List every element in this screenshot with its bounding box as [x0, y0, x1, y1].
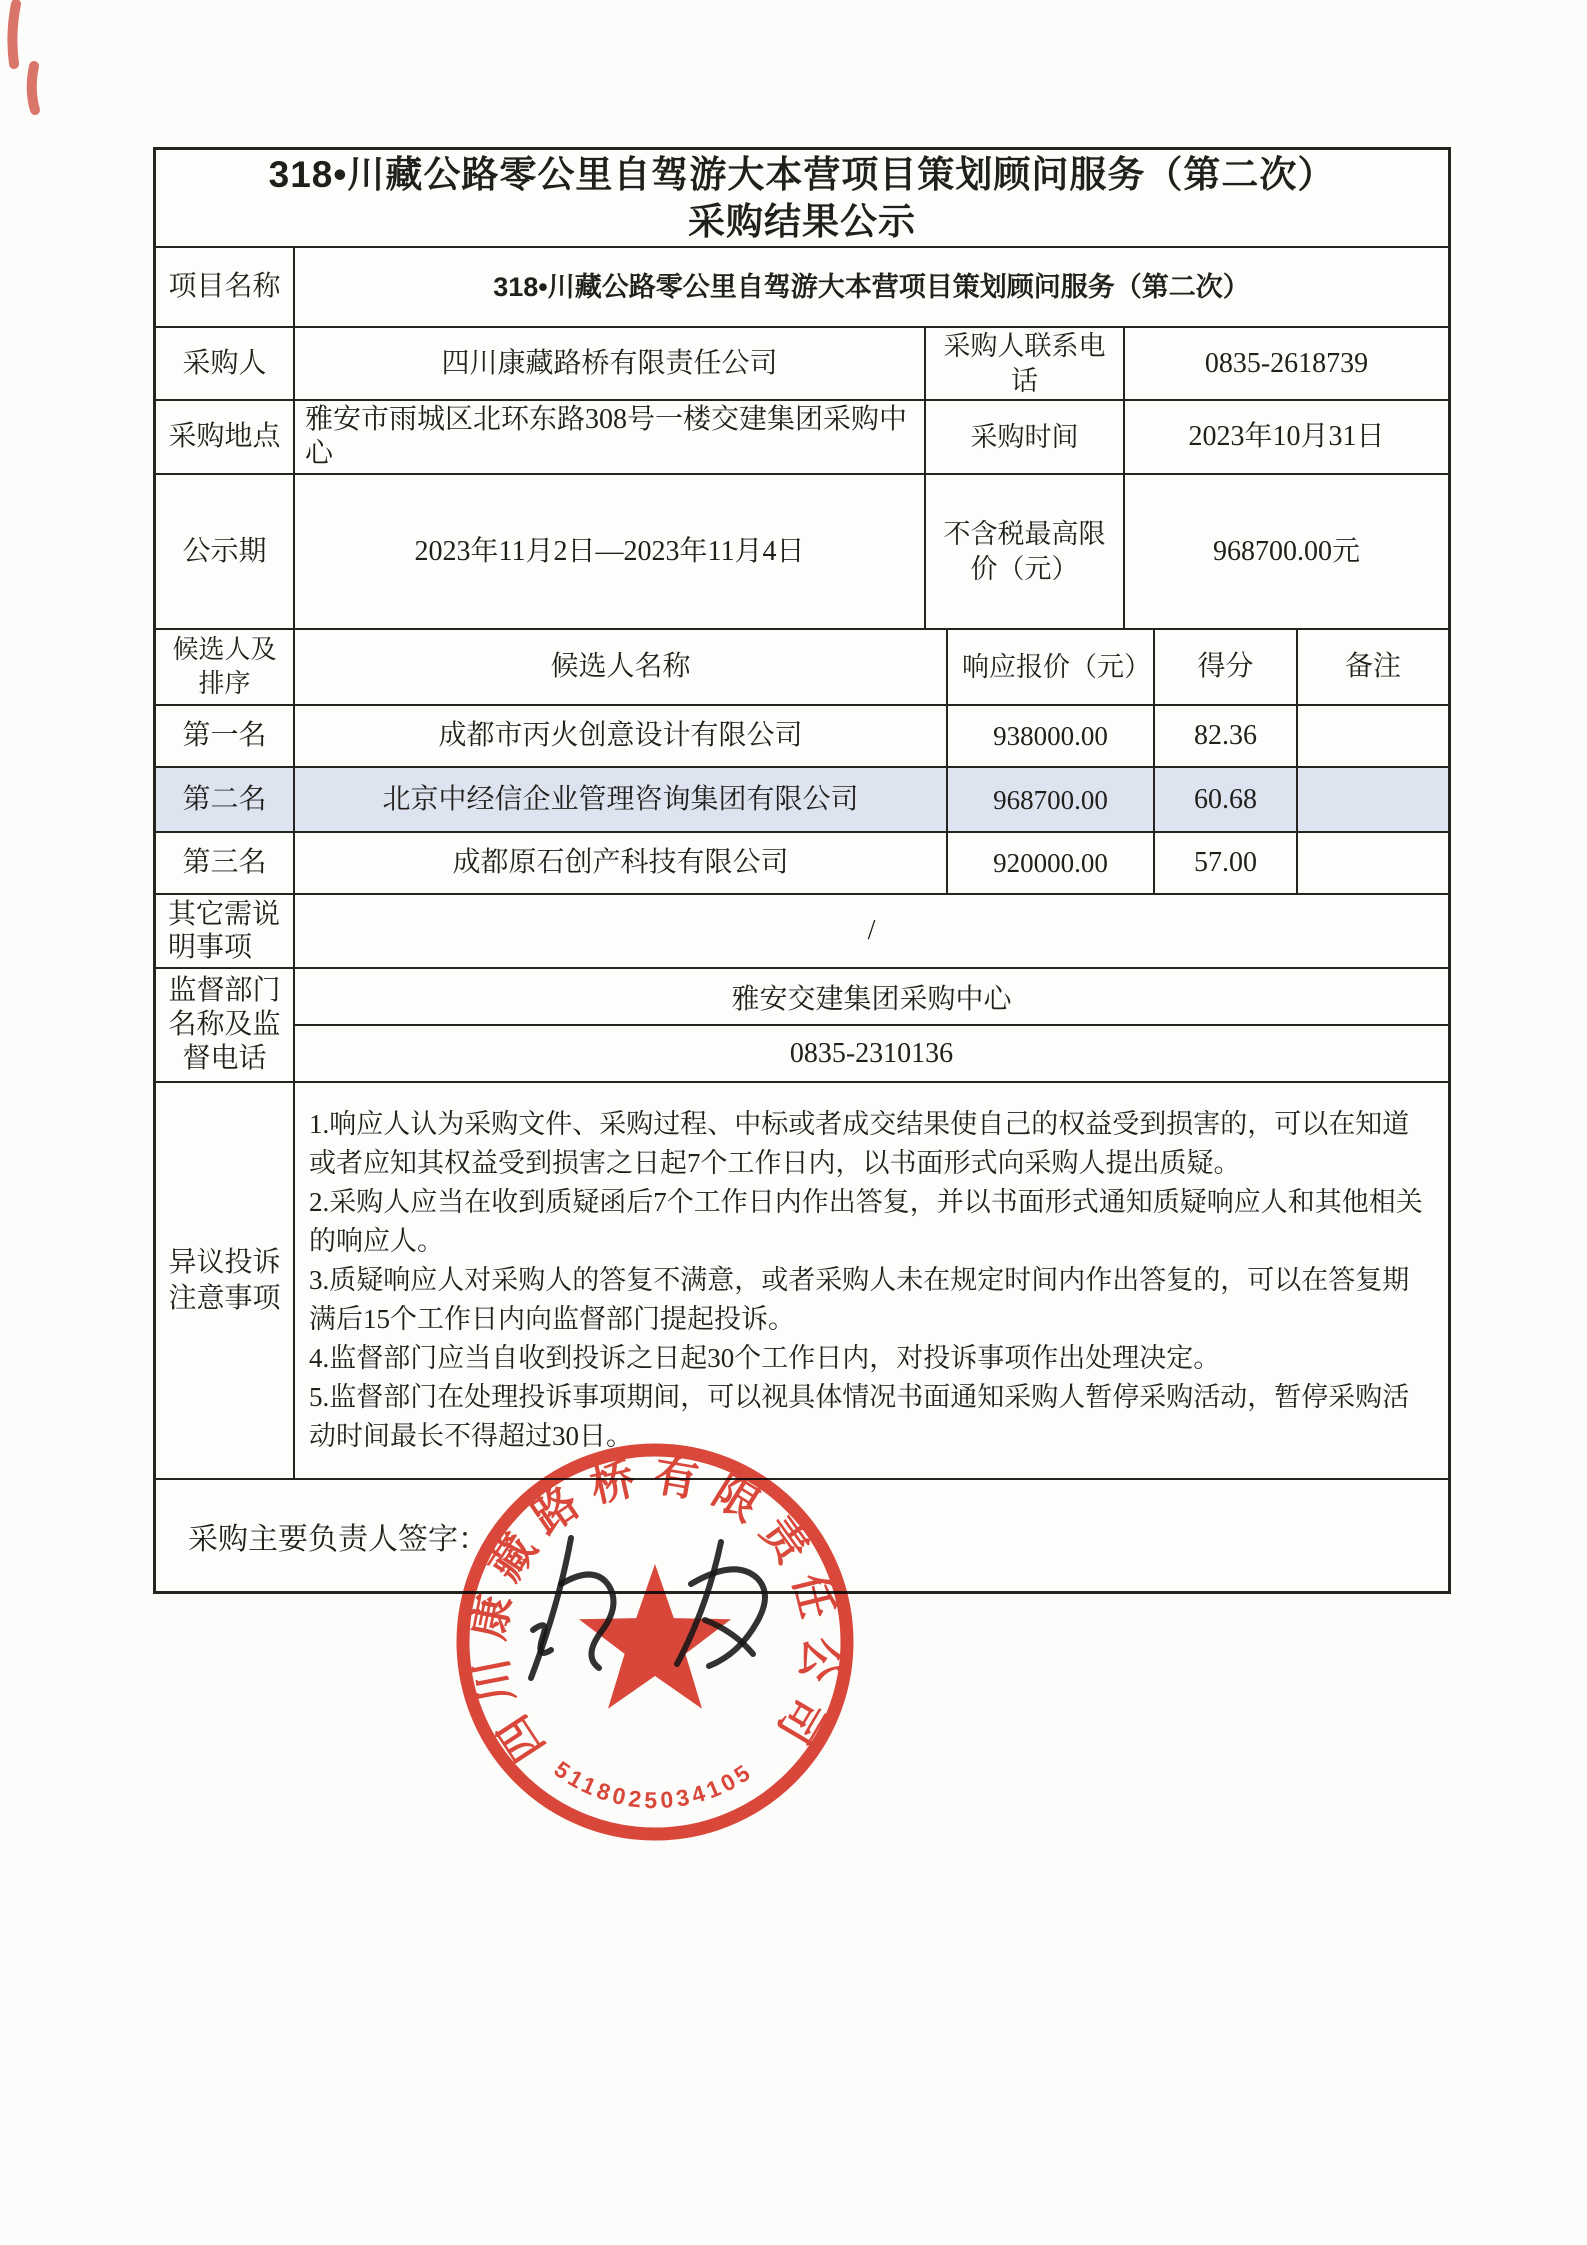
candidate-3-name: 成都原石创产科技有限公司 [295, 833, 948, 893]
candidate-2-remark [1298, 768, 1448, 831]
purchaser-phone-value: 0835-2618739 [1204, 347, 1369, 379]
location-label: 采购地点 [156, 401, 295, 473]
scan-artifact-red-mark [0, 0, 70, 140]
candidate-3-score: 57.00 [1155, 833, 1298, 893]
purchase-time-label: 采购时间 [926, 401, 1125, 473]
seal-number-text: 5118025034105 [549, 1755, 758, 1814]
max-price-label: 不含税最高限价（元） [926, 475, 1125, 628]
row-publicity-period [156, 475, 1448, 630]
header-score: 得分 [1155, 630, 1298, 704]
header-remark: 备注 [1344, 651, 1401, 682]
supervision-values [295, 969, 1448, 1081]
header-candidate-name: 候选人名称 [295, 630, 948, 704]
seal-company-text: 四川康藏路桥有限责任公司 [463, 1450, 847, 1770]
purchaser-label: 采购人 [156, 328, 295, 399]
candidate-2-rank: 第二名 [156, 768, 295, 831]
svg-text:5118025034105 [550, 1756, 758, 1813]
purchaser-value: 四川康藏路桥有限责任公司 [295, 328, 926, 399]
purchaser-phone-label: 采购人联系电话 [926, 328, 1125, 399]
row-other-notes [156, 895, 1448, 969]
project-name-label: 项目名称 [156, 248, 295, 326]
signature-label: 采购主要负责人签字： [188, 1522, 488, 1556]
candidate-1-remark [1298, 706, 1448, 766]
candidate-2-name: 北京中经信企业管理咨询集团有限公司 [295, 768, 948, 831]
procurement-result-table [153, 147, 1451, 1594]
candidate-3-rank: 第三名 [156, 833, 295, 893]
row-objection-notice [156, 1083, 1448, 1480]
other-notes-value: / [867, 915, 876, 946]
candidates-header-row [156, 630, 1448, 706]
handwritten-signature [505, 1512, 835, 1707]
document-title-line1: 318•川藏公路零公里自驾游大本营项目策划顾问服务（第二次） [268, 154, 1336, 195]
candidate-1-name: 成都市丙火创意设计有限公司 [295, 706, 948, 766]
header-bid-price: 响应报价（元） [948, 630, 1155, 704]
row-location [156, 401, 1448, 475]
supervision-phone: 0835-2310136 [789, 1037, 954, 1069]
publicity-period-label: 公示期 [156, 475, 295, 628]
objection-item: 1.响应人认为采购文件、采购过程、中标或者成交结果使自己的权益受到损害的，可以在知道或者应知其权益受到损害之日起7个工作日内，以书面形式向采购人提出质疑。 [309, 1109, 1410, 1178]
row-purchaser [156, 328, 1448, 401]
supervision-dept-name: 雅安交建集团采购中心 [295, 969, 1448, 1026]
max-price-value: 968700.00元 [1212, 535, 1360, 567]
candidate-2-price: 968700.00 [948, 768, 1155, 831]
candidate-3-price: 920000.00 [948, 833, 1155, 893]
objection-item: 4.监督部门应当自收到投诉之日起30个工作日内，对投诉事项作出处理决定。 [309, 1343, 1221, 1373]
candidate-2-score: 60.68 [1155, 768, 1298, 831]
header-rank: 候选人及排序 [156, 630, 295, 704]
publicity-period-value: 2023年11月2日—2023年11月4日 [295, 475, 926, 628]
candidate-row-2 [156, 768, 1448, 833]
candidate-row-1 [156, 706, 1448, 768]
candidate-1-price: 938000.00 [948, 706, 1155, 766]
objection-text [295, 1083, 1448, 1478]
candidate-3-remark [1298, 833, 1448, 893]
candidate-1-rank: 第一名 [156, 706, 295, 766]
objection-item: 5.监督部门在处理投诉事项期间，可以视具体情况书面通知采购人暂停采购活动，暂停采购活动时间最长不得超过30日。 [309, 1382, 1410, 1451]
candidate-row-3 [156, 833, 1448, 895]
row-project-name [156, 248, 1448, 328]
purchase-time-value: 2023年10月31日 [1188, 421, 1385, 452]
document-title-line2: 采购结果公示 [688, 201, 916, 242]
row-supervision [156, 969, 1448, 1083]
objection-label: 异议投诉注意事项 [156, 1083, 295, 1478]
objection-item: 3.质疑响应人对采购人的答复不满意，或者采购人未在规定时间内作出答复的，可以在答复期满后15个工作日内向监督部门提起投诉。 [309, 1265, 1410, 1334]
project-name-value: 318•川藏公路零公里自驾游大本营项目策划顾问服务（第二次） [493, 272, 1250, 302]
other-notes-label: 其它需说明事项 [156, 895, 295, 967]
document-title [156, 150, 1448, 248]
supervision-label: 监督部门名称及监督电话 [156, 969, 295, 1081]
location-value: 雅安市雨城区北环东路308号一楼交建集团采购中心 [295, 401, 926, 473]
objection-item: 2.采购人应当在收到质疑函后7个工作日内作出答复，并以书面形式通知质疑响应人和其他相关的响应人。 [309, 1187, 1423, 1256]
candidate-1-score: 82.36 [1155, 706, 1298, 766]
